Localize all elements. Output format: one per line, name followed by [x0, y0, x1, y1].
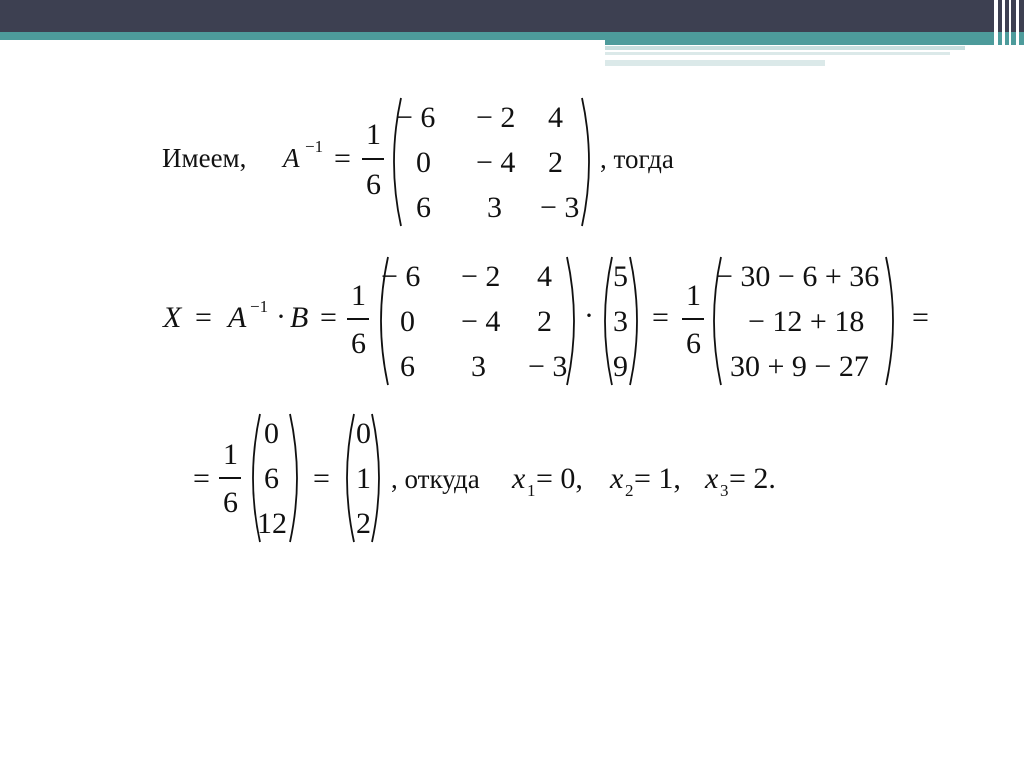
equals-sign: = [320, 301, 337, 334]
text-otkuda: , откуда [391, 464, 480, 494]
vector-cell: 6 [264, 462, 279, 495]
result-right-paren [884, 255, 902, 387]
vector-cell: 0 [356, 417, 371, 450]
matrix-cell: − 4 [461, 305, 501, 338]
equals-sign: = [313, 462, 330, 495]
lead-text-imeem: Имеем, [162, 143, 247, 173]
matrix-right-paren [565, 255, 583, 387]
vector-right-paren [370, 412, 388, 544]
matrix-cell: − 2 [476, 101, 516, 134]
equals-sign: = [195, 301, 212, 334]
matrix-cell: − 6 [396, 101, 436, 134]
equals-sign: = [912, 301, 929, 334]
fraction-bar [219, 477, 241, 479]
header-teal-band [0, 32, 1024, 40]
var-b: B [290, 301, 309, 334]
subscript-2: 2 [625, 481, 634, 500]
result-cell: − 12 + 18 [748, 305, 865, 338]
fraction-bar [682, 318, 704, 320]
fraction-numerator: 1 [366, 118, 381, 151]
header-teal-step [605, 40, 1024, 45]
dot-operator: · [276, 300, 286, 333]
header-light-band [605, 46, 965, 50]
matrix-cell: 3 [471, 350, 486, 383]
vector-left-paren [596, 255, 614, 387]
var-x1: x [512, 462, 526, 495]
vector-cell: 3 [613, 305, 628, 338]
equals-sign: = [193, 462, 210, 495]
vector-cell: 12 [257, 507, 287, 540]
header-right-stripe-2 [1002, 0, 1005, 65]
inverse-superscript: −1 [250, 297, 269, 316]
header-right-stripe-1 [994, 0, 998, 65]
matrix-right-paren [580, 96, 598, 228]
x3-value: = 2. [729, 462, 776, 495]
x2-value: = 1, [634, 462, 681, 495]
vector-left-paren [338, 412, 356, 544]
tail-text-togda: , тогда [600, 144, 674, 174]
fraction-denominator: 6 [223, 486, 238, 519]
result-cell: 30 + 9 − 27 [730, 350, 869, 383]
vector-cell: 1 [356, 462, 371, 495]
header-right-stripe-3 [1009, 0, 1011, 65]
matrix-cell: 4 [537, 260, 552, 293]
matrix-cell: 6 [400, 350, 415, 383]
matrix-cell: 3 [487, 191, 502, 224]
vector-cell: 5 [613, 260, 628, 293]
header-dark-band [0, 0, 1024, 32]
x1-value: = 0, [536, 462, 583, 495]
fraction-denominator: 6 [686, 327, 701, 360]
var-a: A [283, 143, 300, 173]
header-light-band-3 [605, 60, 825, 66]
matrix-cell: − 4 [476, 146, 516, 179]
header-right-stripe-4 [1016, 0, 1019, 65]
var-x: X [163, 301, 182, 334]
equals-sign: = [334, 142, 351, 175]
matrix-cell: 0 [400, 305, 415, 338]
dot-operator: · [584, 299, 594, 332]
var-x2: x [610, 462, 624, 495]
vector-right-paren [288, 412, 306, 544]
fraction-bar [347, 318, 369, 320]
subscript-1: 1 [527, 481, 536, 500]
var-x3: x [705, 462, 719, 495]
fraction-denominator: 6 [366, 168, 381, 201]
var-a: A [228, 301, 247, 334]
matrix-cell: − 2 [461, 260, 501, 293]
matrix-cell: 6 [416, 191, 431, 224]
result-cell: − 30 − 6 + 36 [716, 260, 880, 293]
vector-cell: 9 [613, 350, 628, 383]
matrix-cell: 2 [548, 146, 563, 179]
matrix-cell: − 3 [528, 350, 568, 383]
header-light-band-2 [605, 52, 950, 55]
fraction-numerator: 1 [686, 279, 701, 312]
inverse-superscript: −1 [305, 137, 324, 156]
vector-cell: 0 [264, 417, 279, 450]
matrix-cell: 2 [537, 305, 552, 338]
equals-sign: = [652, 301, 669, 334]
slide-header-decoration [0, 0, 1024, 70]
matrix-cell: 4 [548, 101, 563, 134]
fraction-denominator: 6 [351, 327, 366, 360]
matrix-cell: 0 [416, 146, 431, 179]
fraction-numerator: 1 [351, 279, 366, 312]
fraction-bar [362, 158, 384, 160]
matrix-cell: − 3 [540, 191, 580, 224]
vector-cell: 2 [356, 507, 371, 540]
fraction-numerator: 1 [223, 438, 238, 471]
subscript-3: 3 [720, 481, 729, 500]
matrix-cell: − 6 [381, 260, 421, 293]
vector-right-paren [628, 255, 646, 387]
